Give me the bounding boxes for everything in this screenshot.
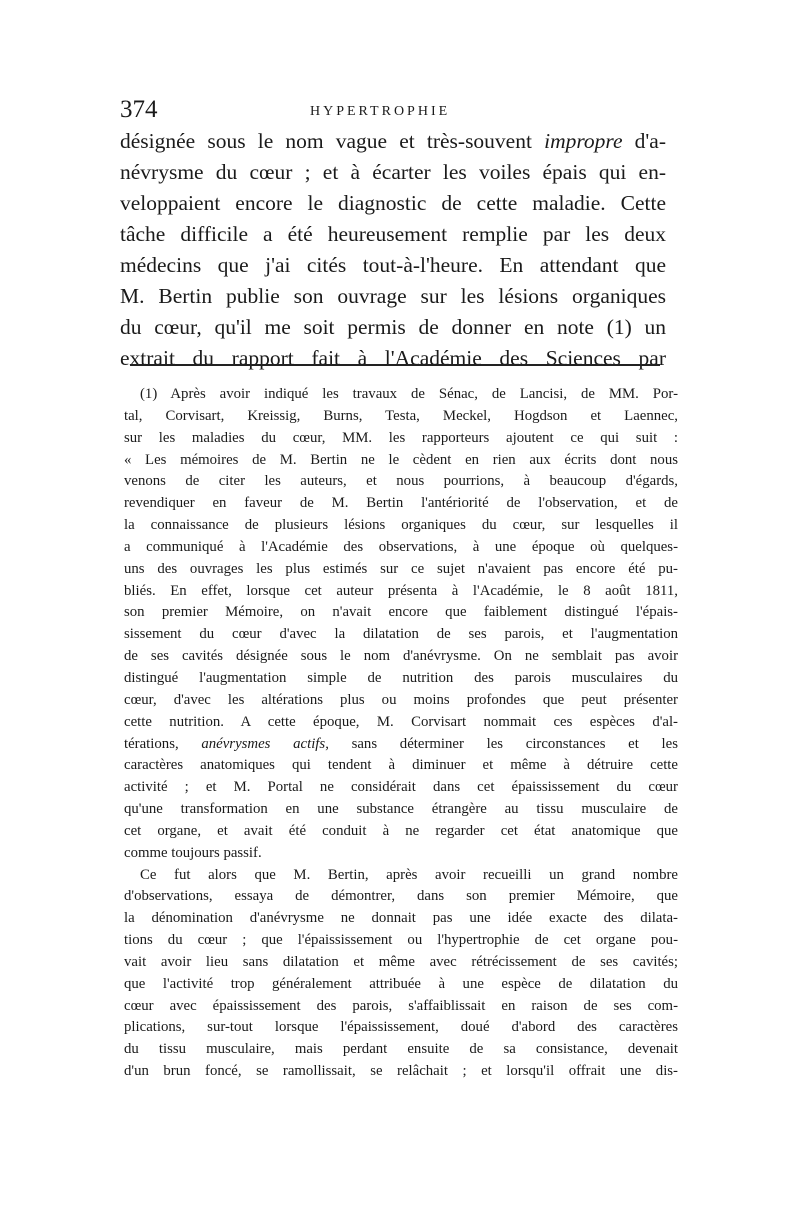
footnote-line: revendiquer en faveur de M. Bertin l'antériorité de l'observation, et de: [124, 495, 678, 512]
footnote-line: du tissu musculaire, mais perdant ensuite de sa consistance, devenait: [124, 1041, 678, 1058]
footnote-line: de ses cavités désignée sous le nom d'anévrysme. On ne semblait pas avoir: [124, 648, 678, 665]
footnote-line: sissement du cœur d'avec la dilatation de ses parois, et l'augmentation: [124, 626, 678, 643]
footnote-line: venons de citer les auteurs, et nous pourrions, à beaucoup d'égards,: [124, 473, 678, 490]
main-text-line: extrait du rapport fait à l'Académie des Sciences par: [120, 346, 666, 370]
footnote-line: (1) Après avoir indiqué les travaux de Sénac, de Lancisi, de MM. Por-: [140, 386, 678, 402]
footnote-line: d'un brun foncé, se ramollissait, se relâchait ; et lorsqu'il offrait une dis-: [124, 1063, 678, 1080]
footnote-line: son premier Mémoire, on n'avait encore que faiblement distingué l'épais-: [124, 604, 678, 621]
footnote-line: qu'une transformation en une substance étrangère au tissu musculaire de: [124, 801, 678, 818]
running-head: HYPERTROPHIE: [310, 104, 451, 119]
footnote-line: Ce fut alors que M. Bertin, après avoir recueilli un grand nombre: [140, 866, 678, 883]
footnote-line: bliés. En effet, lorsque cet auteur présenta à l'Académie, le 8 août 1811,: [124, 582, 678, 599]
main-text: [120, 126, 666, 374]
footnote: [124, 384, 678, 1083]
main-text-line: tâche difficile a été heureusement remplie par les deux: [120, 222, 666, 246]
footnote-line: caractères anatomiques qui tendent à diminuer et même à détruire cette: [124, 757, 678, 774]
footnote-line: plications, sur-tout lorsque l'épaississement, doué d'abord des caractères: [124, 1019, 678, 1036]
footnote-line: « Les mémoires de M. Bertin ne le cèdent en rien aux écrits dont nous: [124, 451, 678, 468]
footnote-line: cœur, d'avec les altérations plus ou moins profondes que peut présenter: [124, 691, 678, 708]
footnote-line: que l'activité trop généralement attribuée à une espèce de dilatation du: [124, 975, 678, 992]
footnote-line: comme toujours passif.: [124, 844, 262, 861]
footnote-line: vait avoir lieu sans dilatation et même avec rétrécissement de ses cavités;: [124, 953, 678, 970]
footnote-line: sur les maladies du cœur, MM. les rapporteurs ajoutent ce qui suit :: [124, 429, 678, 446]
main-text-line: désignée sous le nom vague et très-souvent impropre d'a-: [120, 129, 666, 153]
main-text-line: du cœur, qu'il me soit permis de donner en note (1) un: [120, 315, 666, 339]
page-number: 374: [120, 96, 158, 123]
footnote-line: tal, Corvisart, Kreissig, Burns, Testa, Meckel, Hogdson et Laennec,: [124, 407, 678, 424]
main-text-line: médecins que j'ai cités tout-à-l'heure. En attendant que: [120, 253, 666, 277]
footnote-line: cette nutrition. A cette époque, M. Corvisart nommait ces espèces d'al-: [124, 713, 678, 730]
footnote-line: tions du cœur ; que l'épaississement ou l'hypertrophie de cet organe pou-: [124, 932, 678, 949]
footnote-separator-rule: [130, 364, 660, 366]
footnote-line: a communiqué à l'Académie des observations, à une époque où quelques-: [124, 538, 678, 555]
footnote-line: cet organe, et avait été conduit à ne regarder cet état anatomique que: [124, 822, 678, 839]
footnote-line: cœur avec épaississement des parois, s'affaiblissait en raison de ses com-: [124, 997, 678, 1014]
footnote-line: d'observations, essaya de démontrer, dans son premier Mémoire, que: [124, 888, 678, 905]
main-text-line: veloppaient encore le diagnostic de cette maladie. Cette: [120, 191, 666, 215]
footnote-line: la connaissance de plusieurs lésions organiques du cœur, sur lesquelles il: [124, 517, 678, 534]
footnote-line: distingué l'augmentation simple de nutrition des parois musculaires du: [124, 669, 678, 686]
page-header: [120, 96, 668, 126]
footnote-line: la dénomination d'anévrysme ne donnait pas une idée exacte des dilata-: [124, 910, 678, 927]
footnote-line: uns des ouvrages les plus estimés sur ce sujet n'avaient pas encore été pu-: [124, 560, 678, 577]
main-text-line: névrysme du cœur ; et à écarter les voiles épais qui en-: [120, 160, 666, 184]
footnote-line: activité ; et M. Portal ne considérait dans cet épaississement du cœur: [124, 779, 678, 796]
footnote-line: térations, anévrysmes actifs, sans déterminer les circonstances et les: [124, 735, 678, 752]
main-text-line: M. Bertin publie son ouvrage sur les lésions organiques: [120, 284, 666, 308]
